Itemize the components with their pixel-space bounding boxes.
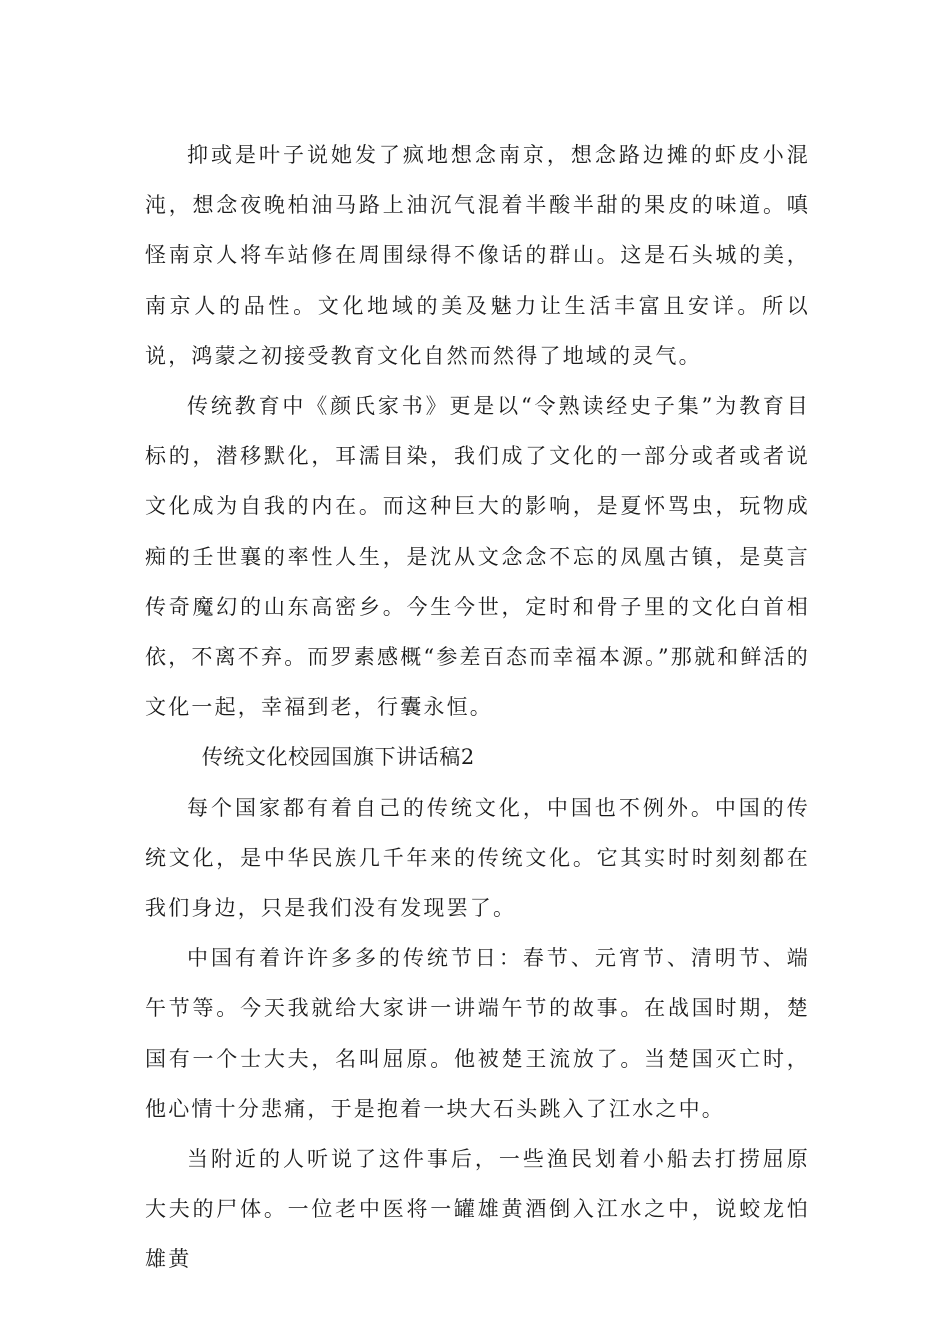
- document-body: [145, 130, 810, 1285]
- paragraph: 当附近的人听说了这件事后，一些渔民划着小船去打捞屈原大夫的尸体。一位老中医将一罐雄黄酒倒入江水之中，说蛟龙怕雄黄: [145, 1147, 810, 1272]
- paragraph: 传统教育中《颜氏家书》更是以“令熟读经史子集”为教育目标的，潜移默化，耳濡目染，我们成了文化的一部分或者或者说文化成为自我的内在。而这种巨大的影响，是夏怀骂虫，玩物成痴的壬世襄的率性人生，是沈从文念念不忘的凤凰古镇，是莫言传奇魔幻的山东高密乡。今生今世，定时和骨子里的文化白首相依，不离不弃。而罗素感概“参差百态而幸福本源。”那就和鲜活的文化一起，幸福到老，行囊永恒。: [145, 394, 810, 720]
- paragraph: 每个国家都有着自己的传统文化，中国也不例外。中国的传统文化，是中华民族几千年来的传统文化。它其实时时刻刻都在我们身边，只是我们没有发现罢了。: [145, 795, 810, 921]
- paragraph: 抑或是叶子说她发了疯地想念南京，想念路边摊的虾皮小混沌，想念夜晚柏油马路上油沉气混着半酸半甜的果皮的味道。嗔怪南京人将车站修在周围绿得不像话的群山。这是石头城的美，南京人的品性。文化地域的美及魅力让生活丰富且安详。所以说，鸿蒙之初接受教育文化自然而然得了地域的灵气。: [145, 143, 810, 368]
- paragraph: 中国有着许许多多的传统节日：春节、元宵节、清明节、端午节等。今天我就给大家讲一讲端午节的故事。在战国时期，楚国有一个士大夫，名叫屈原。他被楚王流放了。当楚国灭亡时，他心情十分悲痛，于是抱着一块大石头跳入了江水之中。: [145, 946, 810, 1121]
- section-heading: 传统文化校园国旗下讲话稿2: [201, 745, 475, 770]
